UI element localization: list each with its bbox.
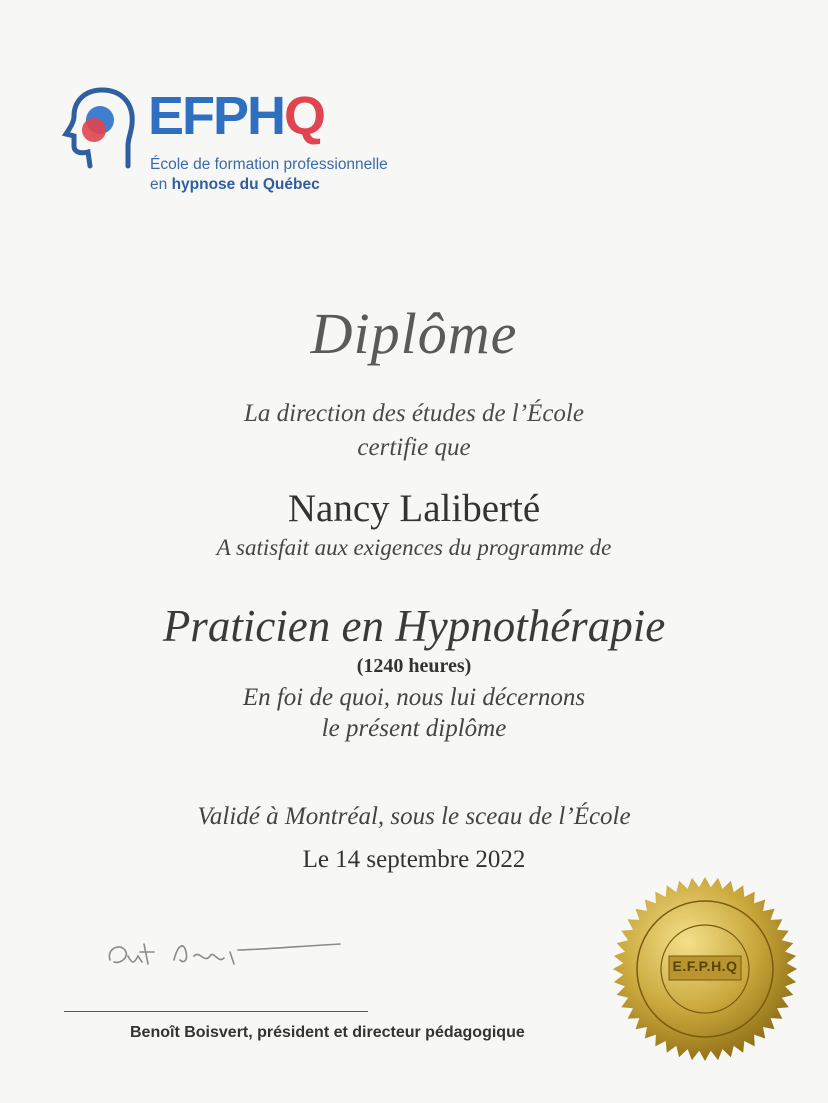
program-name: Praticien en Hypnothérapie [162, 601, 666, 651]
program-hours: (1240 heures) [356, 655, 472, 677]
intro-line-2: certifie que [357, 434, 471, 461]
handwritten-signature [104, 930, 364, 980]
logo-wordmark: EFPHQ [148, 86, 325, 146]
issue-date: Le 14 septembre 2022 [302, 846, 526, 873]
requirement-text: A satisfait aux exigences du programme de [216, 535, 612, 560]
validation-text: Validé à Montréal, sous le sceau de l’École [197, 803, 631, 830]
school-logo [62, 86, 442, 196]
seal-label: E.F.P.H.Q [672, 958, 738, 974]
signer-name: Benoît Boisvert, président et directeur pédagogique [130, 1024, 525, 1041]
diploma-title: Diplôme [310, 301, 518, 366]
award-line-2: le présent diplôme [321, 715, 507, 742]
award-line-1: En foi de quoi, nous lui décernons [242, 684, 586, 711]
signature-line [64, 1011, 368, 1012]
head-profile-icon [62, 86, 140, 172]
logo-tagline-1: École de formation professionnelle [150, 156, 388, 173]
logo-tagline-2: en hypnose du Québec [150, 176, 320, 193]
recipient-name: Nancy Laliberté [287, 487, 541, 530]
intro-line-1: La direction des études de l’École [244, 400, 584, 427]
